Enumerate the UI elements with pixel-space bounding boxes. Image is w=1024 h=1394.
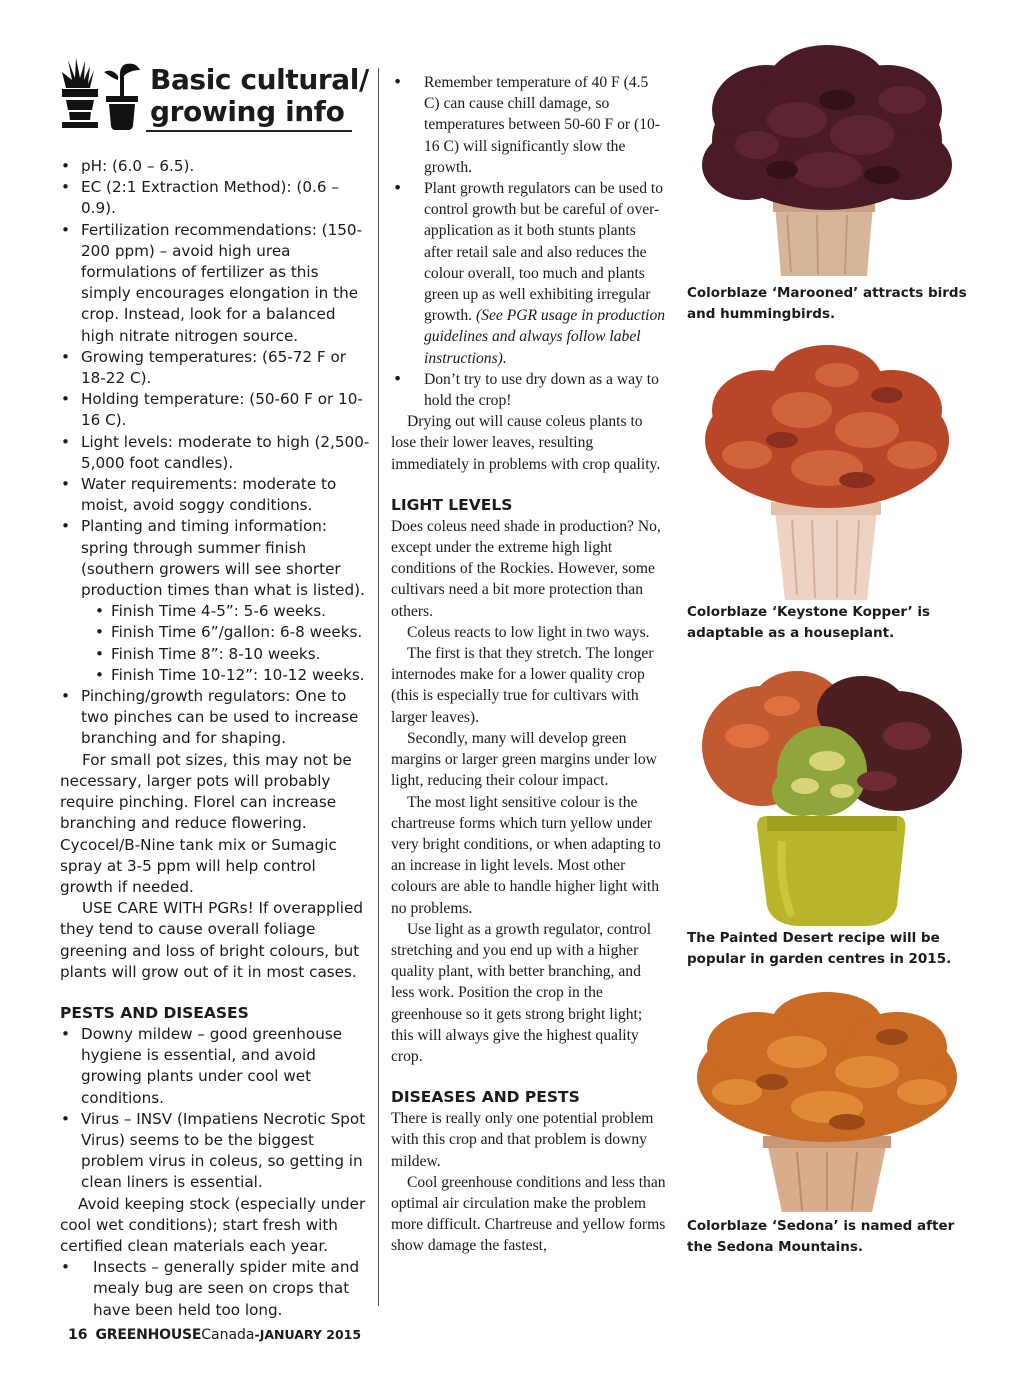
painted-desert-plant-image (687, 666, 977, 928)
header-title (150, 64, 369, 128)
paragraph: Coleus reacts to low light in two ways. (407, 623, 650, 641)
pests-list (60, 1024, 370, 1194)
list-item: • Don’t try to use dry down as a way to hold the crop! (391, 369, 667, 411)
photo-column (687, 40, 977, 1258)
list-item: • Fertilization recommendations: (150-200 ppm) – avoid high urea formulations of fertilizer as this simply encourages elongation in the crop. Instead, look for a balanced high nitrate nitrogen source. (60, 220, 370, 347)
issue-date: -JANUARY 2015 (254, 1327, 362, 1342)
column-divider (378, 68, 379, 1306)
potted-plants-icon (60, 58, 146, 134)
photo-marooned (687, 40, 977, 325)
magazine-name-regular: Canada (201, 1327, 255, 1343)
list-item: • EC (2:1 Extraction Method): (0.6 – 0.9). (60, 177, 370, 219)
section-heading: PESTS AND DISEASES (60, 1003, 249, 1022)
list-item: • Light levels: moderate to high (2,500-5,000 foot candles). (60, 432, 370, 474)
left-column (60, 58, 370, 1321)
paragraph: The most light sensitive colour is the chartreuse forms which turn yellow under very bright conditions, or when adapting to an increase in light levels. Most other colours are able to handle higher light with no problems. (391, 793, 661, 917)
paragraph: Cool greenhouse conditions and less than optimal air circulation make the problem more difficult. Chartreuse and yellow forms show damage the fastest, (391, 1173, 666, 1255)
section-heading: DISEASES AND PESTS (391, 1088, 580, 1107)
list-item: • Finish Time 10-12”: 10-12 weeks. (95, 665, 370, 686)
paragraph: Use light as a growth regulator, control stretching and you end up with a higher quality plant, with better branching, and less work. Position the crop in the greenhouse so it gets strong bright light; this will always give the highest quality crop. (391, 920, 652, 1065)
photo-caption: Colorblaze ‘Keystone Kopper’ is adaptable as a houseplant. (687, 604, 931, 641)
photo-sedona (687, 992, 977, 1258)
photo-caption: The Painted Desert recipe will be popular in garden centres in 2015. (687, 930, 952, 967)
photo-keystone-kopper (687, 340, 977, 644)
list-item (391, 178, 667, 369)
page-footer (68, 1327, 361, 1343)
list-item: • Insects – generally spider mite and mealy bug are seen on crops that have been held too long. (60, 1257, 370, 1321)
sedona-plant-image (687, 992, 977, 1212)
list-item: • Finish Time 8”: 8-10 weeks. (95, 644, 370, 665)
list-item: • Growing temperatures: (65-72 F or 18-22 C). (60, 347, 370, 389)
paragraph: Drying out will cause coleus plants to lose their lower leaves, resulting immediately in problems with crop quality. (391, 413, 661, 473)
page-number: 16 (68, 1327, 88, 1343)
list-item: • pH: (6.0 – 6.5). (60, 156, 370, 177)
marooned-plant-image (687, 40, 977, 283)
paragraph: Secondly, many will develop green margins or larger green margins under low light, reducing their colour impact. (391, 729, 657, 790)
paragraph: For small pot sizes, this may not be necessary, larger pots will probably require pinching. Florel can increase branching and reduce flowering. Cycocel/B-Nine tank mix or Sumagic spray at 3-5 ppm will help control growth if needed. (60, 750, 352, 896)
growth-tips-list (391, 72, 667, 411)
photo-caption: Colorblaze ‘Sedona’ is named after the Sedona Mountains. (687, 1218, 955, 1255)
finish-times-list (95, 601, 370, 686)
section-heading: LIGHT LEVELS (391, 495, 513, 514)
finish-times-wrapper (60, 601, 370, 749)
header-title-line1: Basic cultural/ (150, 63, 369, 96)
list-item: • Water requirements: moderate to moist, avoid soggy conditions. (60, 474, 370, 516)
paragraph: Avoid keeping stock (especially under cool wet conditions); start fresh with certified clean materials each year. (60, 1194, 366, 1255)
paragraph: USE CARE WITH PGRs! If overapplied they tend to cause overall foliage greening and loss of bright colours, but plants will grow out of it in most cases. (60, 899, 364, 981)
pgr-note: (See PGR usage in production guidelines and always follow label instructions). (424, 307, 666, 367)
pgr-text: Plant growth regulators can be used to control growth but be careful of over-application as it both stunts plants after retail sale and also reduces the colour overall, too much and plants green up as well exhibiting irregular growth. (424, 180, 664, 325)
list-item: • Downy mildew – good greenhouse hygiene is essential, and avoid growing plants under cool wet conditions. (60, 1024, 370, 1109)
photo-painted-desert (687, 666, 977, 970)
list-item: • Finish Time 4-5”: 5-6 weeks. (95, 601, 370, 622)
list-item: • Holding temperature: (50-60 F or 10-16 C). (60, 389, 370, 431)
middle-column (391, 72, 667, 1257)
photo-caption: Colorblaze ‘Marooned’ attracts birds and hummingbirds. (687, 285, 967, 322)
header-title-line2: growing info (150, 95, 345, 128)
list-item: • Pinching/growth regulators: One to two pinches can be used to increase branching and for shaping. (60, 686, 370, 750)
cultural-info-list (60, 156, 370, 601)
list-item: • Finish Time 6”/gallon: 6-8 weeks. (95, 622, 370, 643)
magazine-name-bold: GREENHOUSE (95, 1327, 202, 1343)
paragraph: The first is that they stretch. The longer internodes make for a lower quality crop (this is especially true for cultivars with larger leaves). (391, 645, 654, 726)
section-header (60, 58, 370, 138)
paragraph: Does coleus need shade in production? No, except under the extreme high light conditions of the Rockies. However, some cultivars need a bit more protection than others. (391, 517, 661, 620)
list-item: • Planting and timing information: spring through summer finish (southern growers will see shorter production times than what is listed). (60, 516, 370, 601)
header-underline (146, 130, 352, 132)
list-item: • Remember temperature of 40 F (4.5 C) can cause chill damage, so temperatures between 50-60 F or (10-16 C) will significantly slow the growth. (391, 72, 667, 178)
list-item: • Virus – INSV (Impatiens Necrotic Spot Virus) seems to be the biggest problem virus in coleus, so getting in clean liners is essential. (60, 1109, 370, 1194)
finish-times-container (60, 601, 370, 686)
keystone-kopper-plant-image (687, 340, 977, 602)
insects-list (60, 1257, 370, 1321)
paragraph: There is really only one potential problem with this crop and that problem is downy mildew. (391, 1110, 654, 1170)
